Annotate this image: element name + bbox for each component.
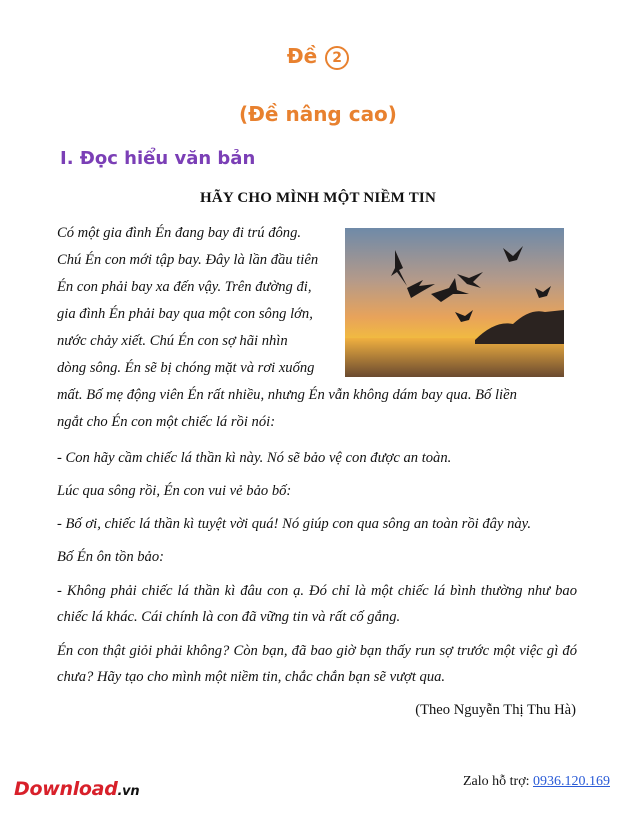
support-phone-link[interactable]: 0936.120.169 bbox=[533, 774, 610, 789]
download-vn-logo[interactable] bbox=[14, 778, 139, 800]
exam-number-badge: 2 bbox=[325, 46, 349, 70]
source-citation: (Theo Nguyễn Thị Thu Hà) bbox=[415, 702, 576, 718]
exam-title-label: Đề bbox=[286, 44, 318, 68]
support-label: Zalo hỗ trợ: bbox=[463, 774, 533, 789]
paragraph-line: gia đình Én phải bay qua một con sông lớn, bbox=[57, 306, 313, 322]
paragraph-line: Chú Én con mới tập bay. Đây là lần đầu tiên bbox=[57, 252, 319, 268]
paragraph-line: Có một gia đình Én đang bay đi trú đông. bbox=[57, 225, 302, 241]
section-heading: I. Đọc hiểu văn bản bbox=[60, 148, 256, 169]
support-contact bbox=[463, 774, 610, 790]
logo-suffix: .vn bbox=[117, 784, 140, 799]
paragraph-line: dòng sông. Én sẽ bị chóng mặt và rơi xuống bbox=[57, 360, 315, 376]
paragraph-line: ngắt cho Én con một chiếc lá rồi nói: bbox=[57, 414, 276, 430]
exam-title bbox=[0, 44, 636, 70]
opening-paragraph bbox=[57, 220, 577, 436]
dialogue-line: - Con hãy cầm chiếc lá thần kì này. Nó sẽ bảo vệ con được an toàn. bbox=[57, 450, 452, 466]
closing-paragraph: Én con thật giỏi phải không? Còn bạn, đã bao giờ bạn thấy run sợ trước một việc gì đó chưa? Hãy tạo cho mình một niềm tin, chắc chắn bạn sẽ vượt qua. bbox=[57, 643, 577, 685]
exam-subtitle: (Đề nâng cao) bbox=[239, 102, 397, 126]
dialogue-line: - Bố ơi, chiếc lá thần kì tuyệt vời quá! Nó giúp con qua sông an toàn rồi đây này. bbox=[57, 516, 531, 532]
dialogue-paragraph: - Không phải chiếc lá thần kì đâu con ạ. Đó chỉ là một chiếc lá bình thường như bao chiếc lá khác. Cái chính là con đã vững tin và rất cố gắng. bbox=[57, 583, 577, 625]
story-title: HÃY CHO MÌNH MỘT NIỀM TIN bbox=[200, 190, 436, 206]
narration-line: Lúc qua sông rồi, Én con vui vẻ bảo bố: bbox=[57, 483, 292, 499]
narration-line: Bố Én ôn tồn bảo: bbox=[57, 549, 165, 565]
logo-text: Download bbox=[14, 778, 118, 800]
paragraph-line: nước chảy xiết. Chú Én con sợ hãi nhìn bbox=[57, 333, 288, 349]
paragraph-line: mất. Bố mẹ động viên Én rất nhiều, nhưng Én vẫn không dám bay qua. Bố liền bbox=[57, 387, 517, 403]
paragraph-line: Én con phải bay xa đến vậy. Trên đường đi, bbox=[57, 279, 312, 295]
